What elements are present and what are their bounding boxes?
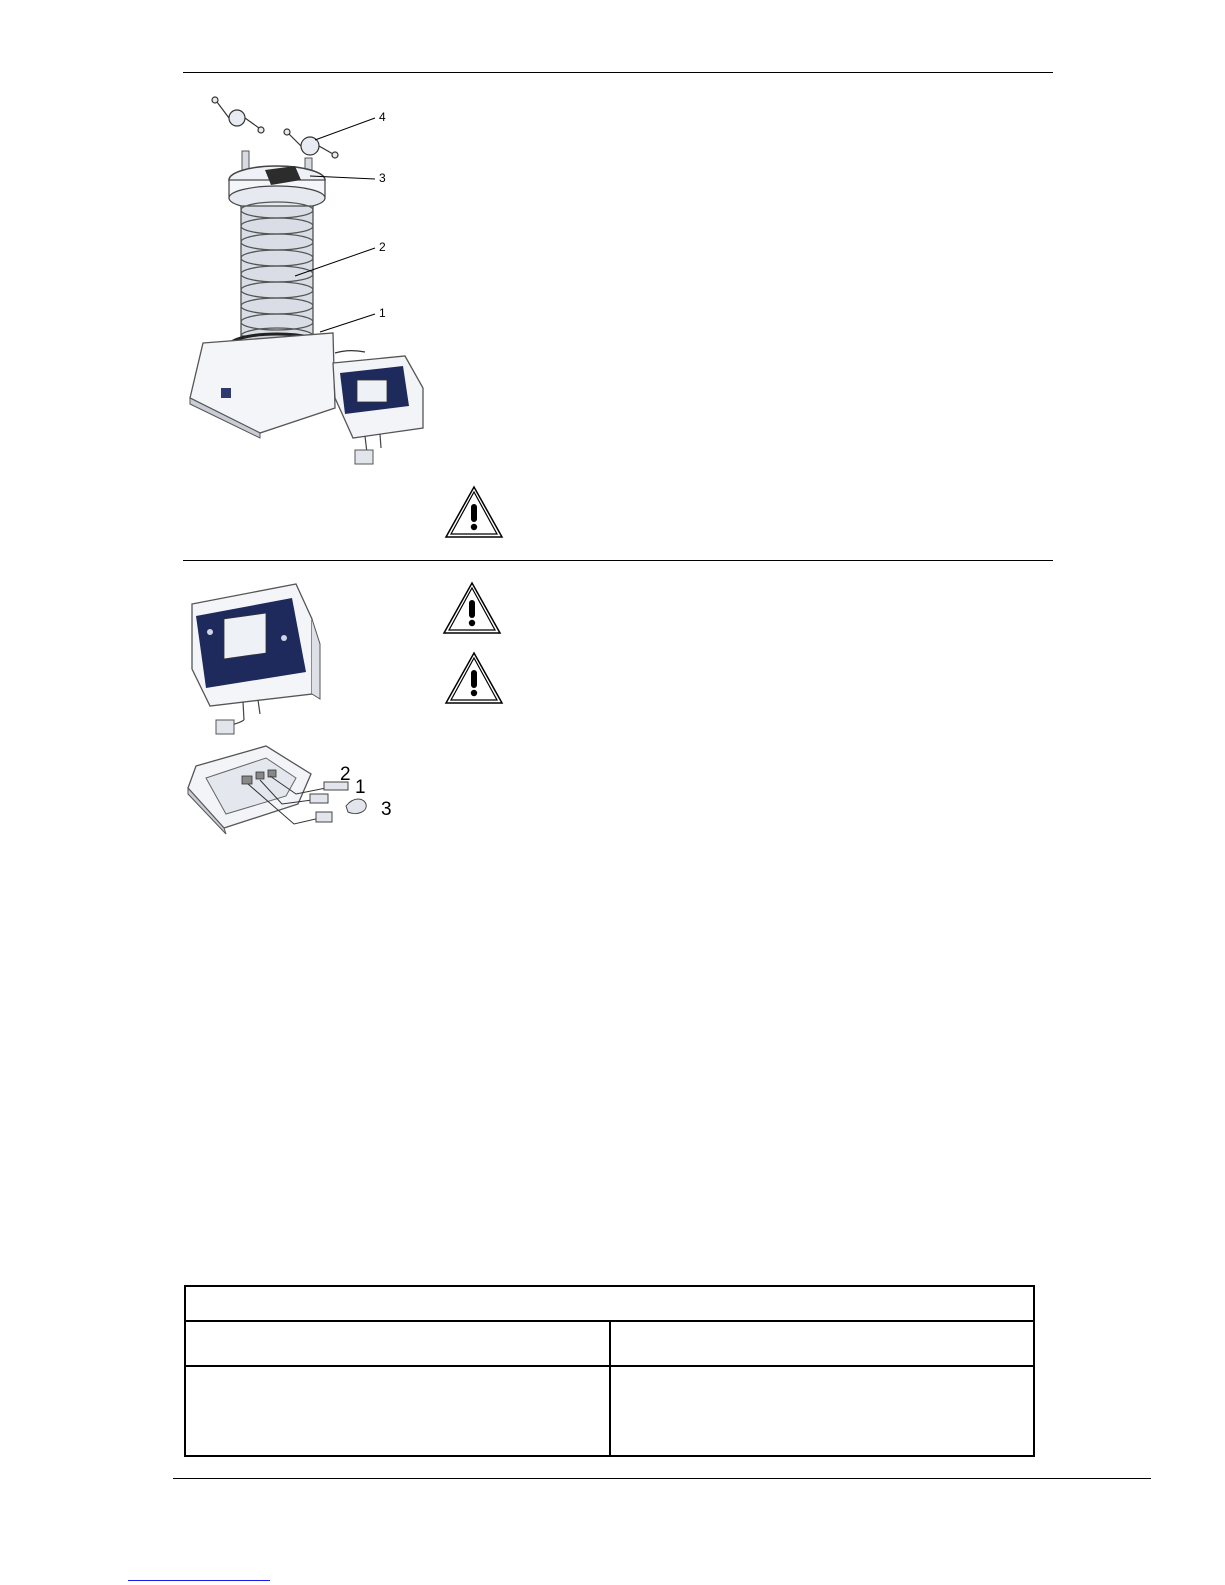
footer-rule xyxy=(173,1478,1151,1479)
callout-2: 2 xyxy=(379,240,386,254)
connector-callout-1: 1 xyxy=(355,777,366,798)
table-header-row xyxy=(185,1286,1034,1321)
middle-rule xyxy=(183,560,1053,561)
callout-3: 3 xyxy=(379,171,386,185)
callout-1: 1 xyxy=(379,306,386,320)
control-unit-front-illustration xyxy=(188,574,328,739)
figure1-callout-lines xyxy=(280,110,390,350)
warning-triangle-icon xyxy=(443,650,505,706)
footer-link[interactable] xyxy=(128,1580,270,1581)
table-cell xyxy=(610,1366,1035,1456)
table-cell xyxy=(185,1321,610,1366)
top-rule xyxy=(183,72,1053,73)
connector-callout-2: 2 xyxy=(340,764,351,785)
specification-table xyxy=(184,1285,1035,1457)
warning-triangle-icon xyxy=(441,580,503,636)
callout-4: 4 xyxy=(379,110,386,124)
table-cell xyxy=(610,1321,1035,1366)
table-cell xyxy=(185,1366,610,1456)
connector-callout-3: 3 xyxy=(381,799,392,820)
warning-triangle-icon xyxy=(443,484,505,540)
control-unit-rear-connectors-illustration xyxy=(186,738,376,838)
